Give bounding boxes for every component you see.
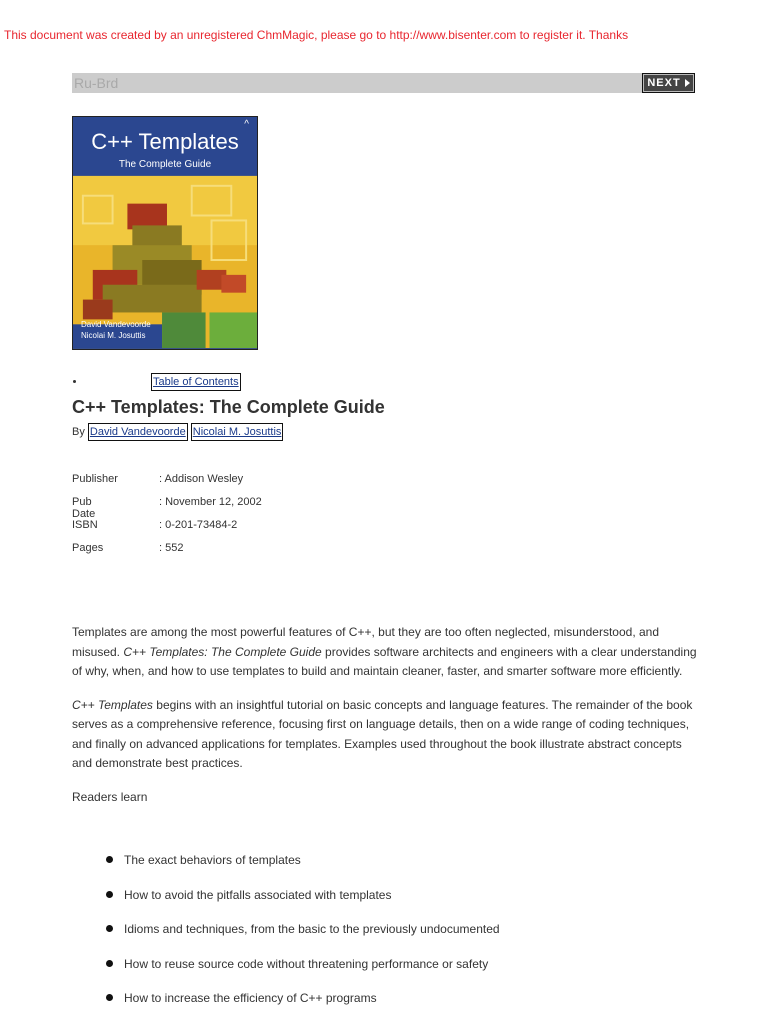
- meta-value: : Addison Wesley: [159, 473, 244, 485]
- description-paragraph-2: [72, 696, 697, 774]
- list-item: [72, 919, 500, 954]
- description-paragraph-1: [72, 623, 697, 682]
- toc-bullet: [73, 380, 76, 383]
- desc-text: Templates are among the most powerful features of C++, but they are too often neglected, misunderstood, and misused.: [72, 625, 660, 659]
- author-link-vandevoorde[interactable]: David Vandevoorde: [88, 423, 188, 441]
- list-item-text: How to reuse source code without threatening performance or safety: [124, 956, 489, 971]
- cover-author-1: David Vandevoorde: [81, 320, 151, 329]
- list-item: [72, 988, 500, 1023]
- meta-key: Publisher: [72, 473, 118, 485]
- desc-text: provides software architects and engineers with a clear understanding of why, when, and how to use templates to build and maintain cleaner, faster, and smarter software more efficiently.: [72, 644, 697, 678]
- desc-text: begins with an insightful tutorial on basic concepts and language features. The remainder of the book serves as a comprehensive reference, focusing first on language details, then on a wide range of coding techniques, and finally on advanced applications for templates. Examples used throughout the book illustrate abstract concepts and demonstrate best practices.: [72, 697, 693, 770]
- next-button[interactable]: [642, 73, 695, 93]
- nav-brand: Ru-Brd: [74, 75, 119, 91]
- bullet-icon: [106, 994, 113, 1001]
- meta-value: : 552: [159, 542, 184, 554]
- arrow-right-icon: [685, 79, 690, 87]
- list-item: [72, 954, 500, 989]
- cover-authors: [81, 319, 151, 341]
- bullet-icon: [106, 856, 113, 863]
- bullet-icon: [106, 891, 113, 898]
- byline: [72, 426, 283, 438]
- cover-title: C++ Templates: [91, 129, 239, 154]
- list-item-text: How to avoid the pitfalls associated with templates: [124, 887, 392, 902]
- meta-value: : 0-201-73484-2: [159, 519, 238, 531]
- meta-key: Pub Date: [72, 496, 96, 520]
- nav-bar: [72, 73, 695, 93]
- list-item-text: The exact behaviors of templates: [124, 853, 301, 867]
- watermark-notice: This document was created by an unregistered ChmMagic, please go to http://www.bisenter.com to register it. Thanks: [4, 28, 629, 42]
- meta-key: ISBN: [72, 519, 98, 531]
- list-item-text: How to increase the efficiency of C++ programs: [124, 991, 377, 1005]
- meta-value: : November 12, 2002: [159, 496, 262, 508]
- cover-subtitle: The Complete Guide: [118, 159, 212, 170]
- book-cover: [72, 116, 258, 350]
- caret-up-icon: ^: [244, 119, 249, 130]
- desc-emphasis: C++ Templates: The Complete Guide: [123, 644, 322, 659]
- table-of-contents-link[interactable]: Table of Contents: [151, 373, 241, 391]
- meta-key: Pages: [72, 542, 104, 554]
- desc-emphasis: C++ Templates: [72, 697, 153, 712]
- list-item: [72, 850, 500, 885]
- by-label: By: [72, 426, 85, 438]
- next-button-label: NEXT: [647, 77, 681, 89]
- book-description: [72, 623, 697, 807]
- list-item-text: Idioms and techniques, from the basic to the previously undocumented: [124, 922, 500, 936]
- bullet-icon: [106, 925, 113, 932]
- bullet-icon: [106, 960, 113, 967]
- author-link-josuttis[interactable]: Nicolai M. Josuttis: [191, 423, 284, 441]
- learn-list: [72, 850, 500, 1023]
- book-title: C++ Templates: The Complete Guide: [72, 397, 385, 417]
- cover-author-2: Nicolai M. Josuttis: [81, 331, 146, 340]
- list-item: [72, 885, 500, 920]
- readers-learn-heading: Readers learn: [72, 789, 148, 804]
